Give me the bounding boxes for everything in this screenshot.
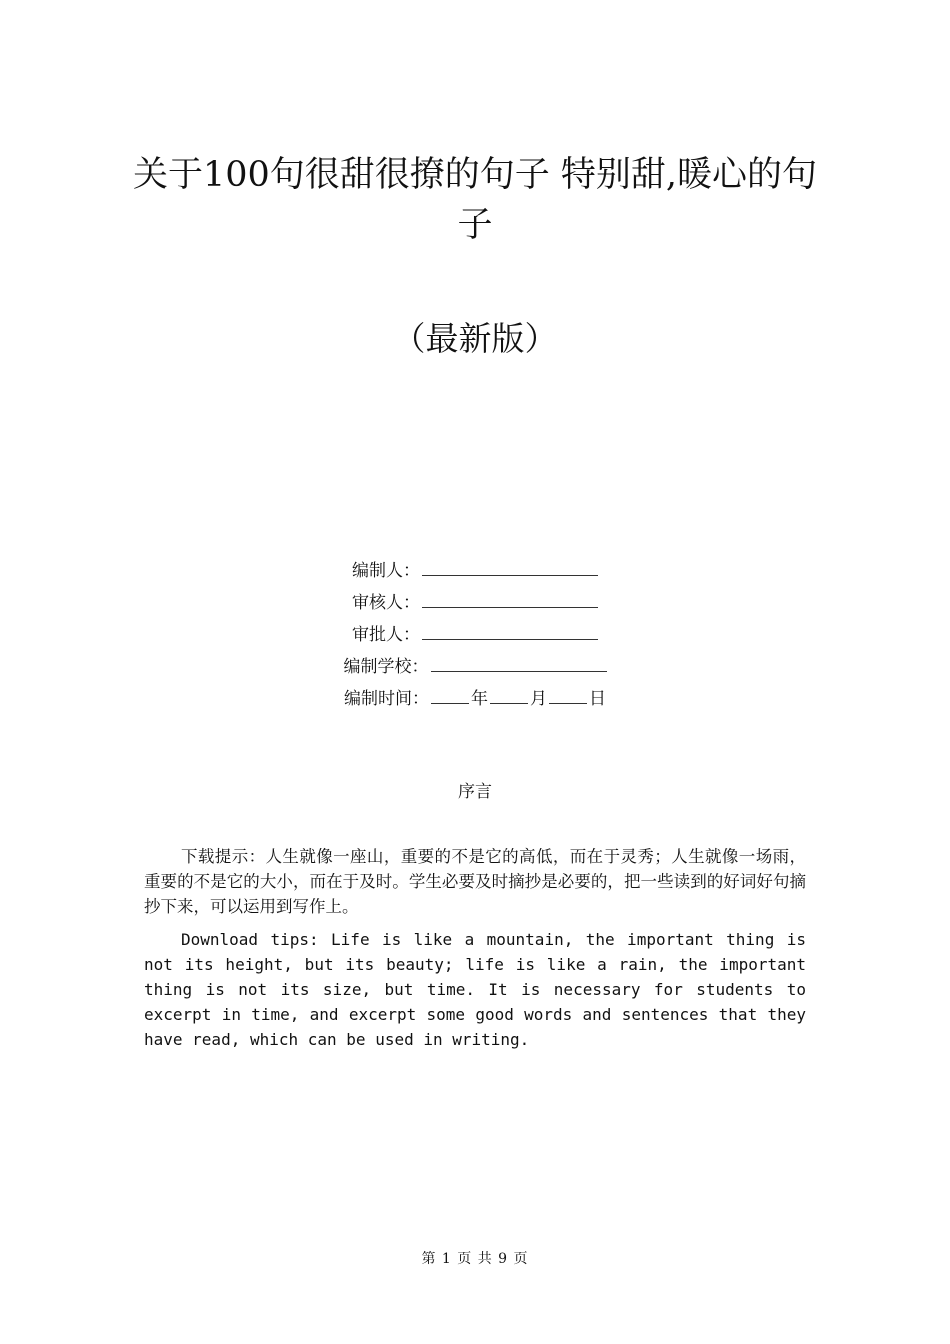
edition-label: （最新版） (392, 319, 558, 358)
reviewer-row (0, 584, 950, 616)
year-blank (431, 689, 469, 704)
day-label: 日 (589, 688, 606, 709)
approver-row (0, 616, 950, 648)
month-label: 月 (530, 688, 547, 709)
school-label: 编制学校： (343, 656, 429, 677)
reviewer-blank (422, 593, 598, 608)
editor-row (0, 552, 950, 584)
day-blank (549, 689, 587, 704)
school-blank (431, 657, 607, 672)
school-row (0, 648, 950, 680)
editor-label: 编制人： (352, 560, 420, 581)
page-number-footer: 第 1 页 共 9 页 (421, 1251, 529, 1267)
approver-label: 审批人： (352, 624, 420, 645)
preface-english-paragraph: Download tips: Life is like a mountain, the important thing is not its height, but its beauty; life is like a rain, the important thing is not its size, but time. It is necessary for students to excerpt in time, and excerpt some good words and sentences that they have read, which can be used in writing. (144, 930, 806, 1049)
year-label: 年 (471, 688, 488, 709)
reviewer-label: 审核人： (352, 592, 420, 613)
preface-heading: 序言 (458, 782, 492, 802)
document-meta-fields (0, 552, 950, 712)
editor-blank (422, 561, 598, 576)
preface-chinese-paragraph: 下载提示：人生就像一座山，重要的不是它的高低，而在于灵秀；人生就像一场雨，重要的不是它的大小，而在于及时。学生必要及时摘抄是必要的，把一些读到的好词好句摘抄下来，可以运用到写作上。 (144, 847, 806, 916)
time-label: 编制时间： (344, 688, 429, 709)
document-title: 关于100句很甜很撩的句子 特别甜,暖心的句子 (132, 155, 818, 245)
time-row (0, 680, 950, 712)
month-blank (490, 689, 528, 704)
approver-blank (422, 625, 598, 640)
